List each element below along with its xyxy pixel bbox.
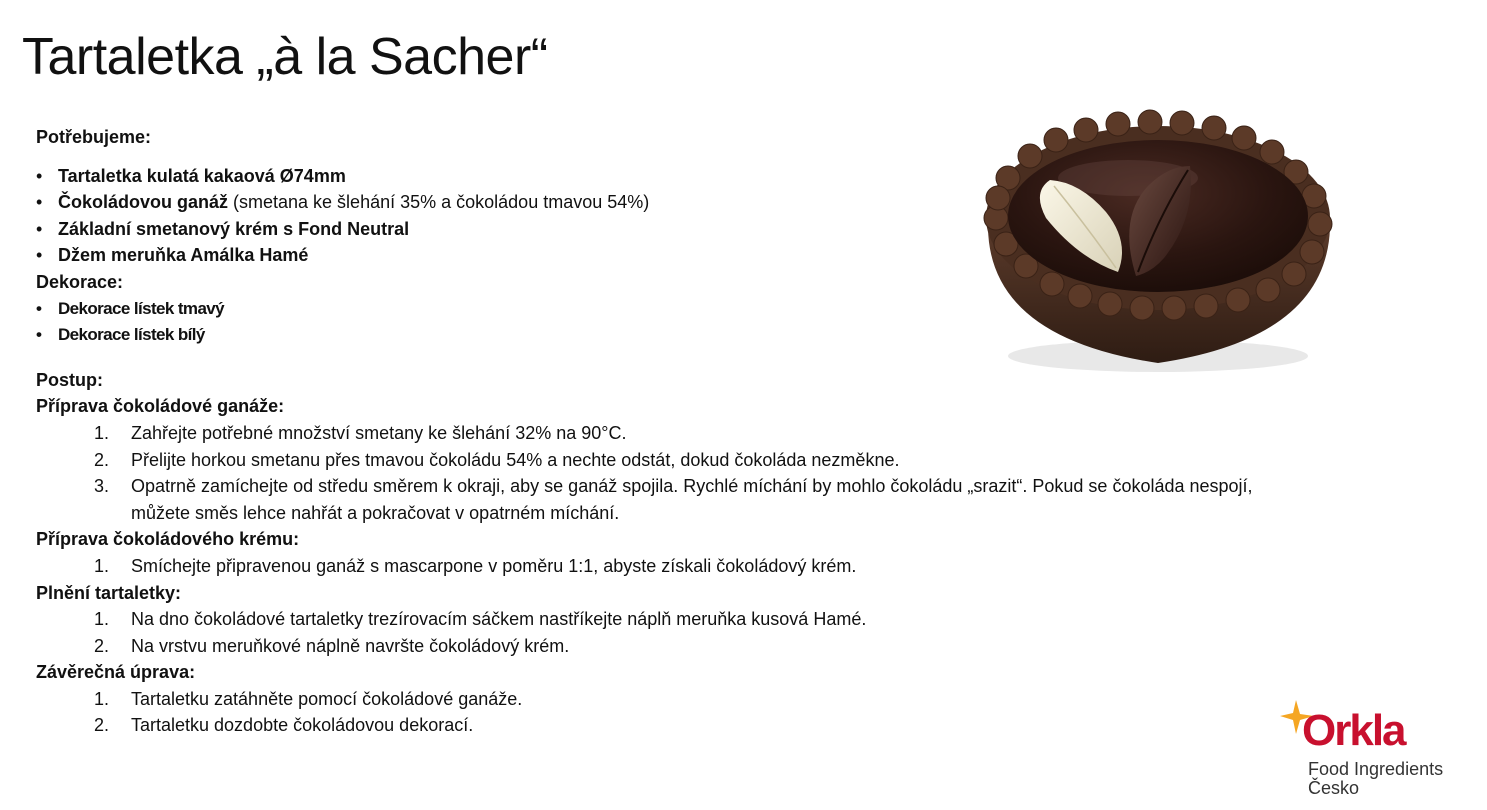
- decoration-item: • Dekorace lístek bílý: [36, 322, 1336, 349]
- step-item: 1. Smíchejte připravenou ganáž s mascarpone v poměru 1:1, abyste získali čokoládový krém.: [94, 555, 857, 576]
- orkla-logo: [1278, 698, 1478, 802]
- ingredient-item: • Tartaletka kulatá kakaová Ø74mm: [36, 163, 1336, 190]
- section-heading: Plnění tartaletky:: [36, 582, 182, 603]
- procedure-label: Postup:: [36, 369, 103, 390]
- ingredient-item: • Džem meruňka Amálka Hamé: [36, 242, 1336, 269]
- step-item: 2. Na vrstvu meruňkové náplně navršte čokoládový krém.: [94, 635, 570, 656]
- logo-subtitle-line2: Česko: [1308, 778, 1360, 798]
- steps-list: [36, 420, 1336, 526]
- tartlet-photo: [968, 108, 1348, 378]
- steps-list: [36, 606, 1336, 659]
- logo-wordmark: Orkla: [1302, 706, 1405, 755]
- steps-list: [36, 686, 1336, 739]
- logo-subtitle-line1: Food Ingredients: [1308, 759, 1444, 779]
- decoration-item: • Dekorace lístek tmavý: [36, 296, 1336, 323]
- step-item: 1. Na dno čokoládové tartaletky trezírovacím sáčkem nastříkejte náplň meruňka kusová Hamé.: [94, 609, 867, 630]
- ingredient-item: • Základní smetanový krém s Fond Neutral: [36, 216, 1336, 243]
- needs-label: Potřebujeme:: [36, 127, 152, 147]
- steps-list: [36, 553, 1336, 580]
- step-item: 2. Přelijte horkou smetanu přes tmavou čokoládu 54% a nechte odstát, dokud čokoláda nezměkne.: [94, 449, 900, 470]
- section-heading: Závěrečná úprava:: [36, 662, 196, 683]
- step-item: 1. Tartaletku zatáhněte pomocí čokoládové ganáže.: [94, 688, 523, 709]
- slide-title: Tartaletka „à la Sacher“: [22, 28, 548, 86]
- step-item: 2. Tartaletku dozdobte čokoládovou dekorací.: [94, 715, 474, 736]
- decoration-label: Dekorace:: [36, 271, 124, 292]
- section-heading: Příprava čokoládového krému:: [36, 529, 300, 550]
- ingredient-item: • Čokoládovou ganáž (smetana ke šlehání 35% a čokoládou tmavou 54%): [36, 189, 1336, 216]
- step-item: 1. Zahřejte potřebné množství smetany ke šlehání 32% na 90°C.: [94, 422, 627, 443]
- section-heading: Příprava čokoládové ganáže:: [36, 396, 285, 417]
- step-item: 3. Opatrně zamíchejte od středu směrem k okraji, aby se ganáž spojila. Rychlé míchání by mohlo čokoládu „srazit“. Pokud se čokoláda nespojí, můžete směs lehce nahřát a pokračovat v opatrném míchání.: [94, 476, 1253, 523]
- logo-subtitle: [1308, 760, 1443, 798]
